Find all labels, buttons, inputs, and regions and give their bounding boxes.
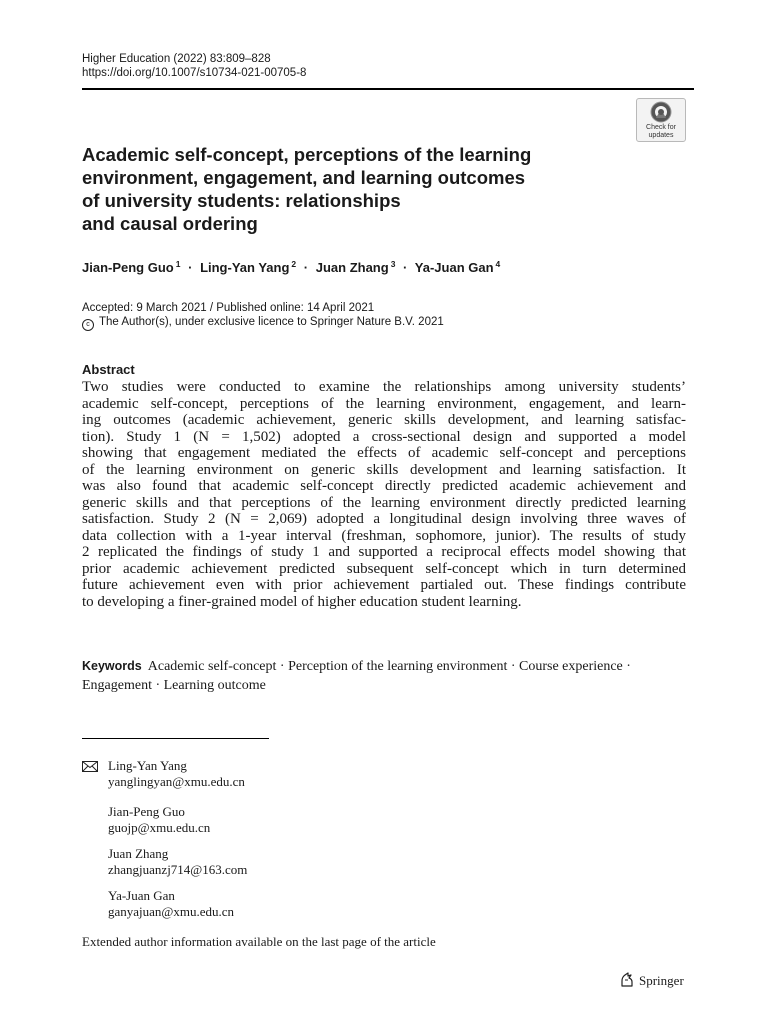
contact-email[interactable]: zhangjuanzj714@163.com: [108, 862, 248, 877]
abstract-line: of the learning environment on generic skills development and learning satisfaction. It: [82, 461, 686, 478]
abstract-line: showing that engagement mediated the effects of academic self-concept and perceptions: [82, 445, 686, 461]
abstract-line: satisfaction. Study 2 (N = 2,069) adopted a longitudinal design involving three waves of: [82, 511, 686, 527]
publication-dates: [82, 301, 444, 331]
abstract-line: academic self-concept, perceptions of the learning environment, engagement, and learn-: [82, 395, 686, 412]
contact-email[interactable]: guojp@xmu.edu.cn: [108, 820, 211, 835]
copyright-text: The Author(s), under exclusive licence to Springer Nature B.V. 2021: [99, 316, 444, 328]
crossmark-label-2: updates: [648, 131, 674, 139]
author-name[interactable]: Jian-Peng Guo: [82, 260, 174, 275]
contact-entry: [82, 758, 245, 790]
contact-entry: [82, 846, 247, 878]
header-rule: [82, 88, 694, 90]
keywords-list: Academic self-concept · Perception of the learning environment · Course experience ·: [147, 659, 631, 674]
abstract-body: [82, 379, 686, 610]
abstract-line: was also found that academic self-concept directly predicted academic achievement and: [82, 478, 686, 494]
crossmark-icon: [649, 101, 673, 123]
keywords-label: Keywords: [82, 659, 142, 673]
contact-name: Ya-Juan Gan: [108, 888, 175, 903]
author-separator: ·: [188, 260, 193, 275]
abstract-line: 2 replicated the findings of study 1 and supported a reciprocal effects model showing that: [82, 544, 686, 560]
title-line: and causal ordering: [82, 213, 258, 234]
journal-citation: Higher Education (2022) 83:809–828: [82, 53, 271, 65]
abstract-line: prior academic achievement predicted subsequent self-concept which in turn determined: [82, 560, 686, 577]
contact-entry: [82, 888, 234, 920]
contact-email[interactable]: yanglingyan@xmu.edu.cn: [108, 774, 245, 789]
title-line: of university students: relationships: [82, 190, 401, 211]
abstract-line: generic skills and that perceptions of the learning environment directly predicted learning: [82, 494, 686, 511]
check-for-updates-badge[interactable]: [636, 98, 686, 142]
affiliation-marker: 3: [390, 259, 396, 269]
author-separator: ·: [403, 260, 408, 275]
journal-header: [82, 53, 306, 80]
author-list: [82, 259, 500, 275]
abstract-line: Two studies were conducted to examine the relationships among university students’: [82, 379, 686, 395]
affiliation-marker: 4: [495, 259, 501, 269]
abstract-line: future achievement even with prior achievement partialed out. These findings contribute: [82, 577, 686, 593]
doi-link[interactable]: https://doi.org/10.1007/s10734-021-00705-8: [82, 66, 307, 79]
publisher-logo: [619, 972, 684, 989]
footnote-rule: [82, 738, 269, 739]
extended-author-info: Extended author information available on the last page of the article: [82, 934, 436, 949]
author-name[interactable]: Ling-Yan Yang: [200, 260, 290, 275]
paper-title: [82, 143, 582, 235]
keywords-list-continued: Engagement · Learning outcome: [82, 678, 266, 693]
springer-horse-icon: [619, 972, 635, 988]
copyright-line: [82, 315, 444, 331]
abstract-line: data collection with a 1-year interval (freshman, sophomore, junior). The results of study: [82, 527, 686, 544]
abstract-line: tion). Study 1 (N = 1,502) adopted a cross-sectional design and supported a model: [82, 428, 686, 445]
title-line: environment, engagement, and learning outcomes: [82, 167, 526, 188]
copyright-icon: c: [82, 319, 94, 331]
affiliation-marker: 2: [291, 259, 297, 269]
author-name[interactable]: Ya-Juan Gan: [414, 260, 494, 275]
abstract-line: ing outcomes (academic achievement, generic skills development, and learning satisfac-: [82, 412, 686, 428]
publisher-name: Springer: [639, 973, 684, 988]
accepted-published-date: Accepted: 9 March 2021 / Published online: 14 April 2021: [82, 302, 375, 314]
author-name[interactable]: Juan Zhang: [315, 260, 389, 275]
affiliation-marker: 1: [175, 259, 181, 269]
author-separator: ·: [303, 260, 309, 275]
contact-entry: [82, 804, 210, 836]
contact-email[interactable]: ganyajuan@xmu.edu.cn: [108, 904, 235, 919]
keywords: [82, 657, 694, 695]
title-line: Academic self-concept, perceptions of the learning: [82, 144, 532, 165]
contact-name: Jian-Peng Guo: [108, 804, 185, 819]
abstract-heading: Abstract: [82, 362, 135, 377]
crossmark-label-1: Check for: [646, 124, 676, 131]
contact-name: Ling-Yan Yang: [108, 758, 187, 773]
contact-name: Juan Zhang: [108, 846, 169, 861]
abstract-line: to developing a finer-grained model of higher education student learning.: [82, 593, 522, 610]
